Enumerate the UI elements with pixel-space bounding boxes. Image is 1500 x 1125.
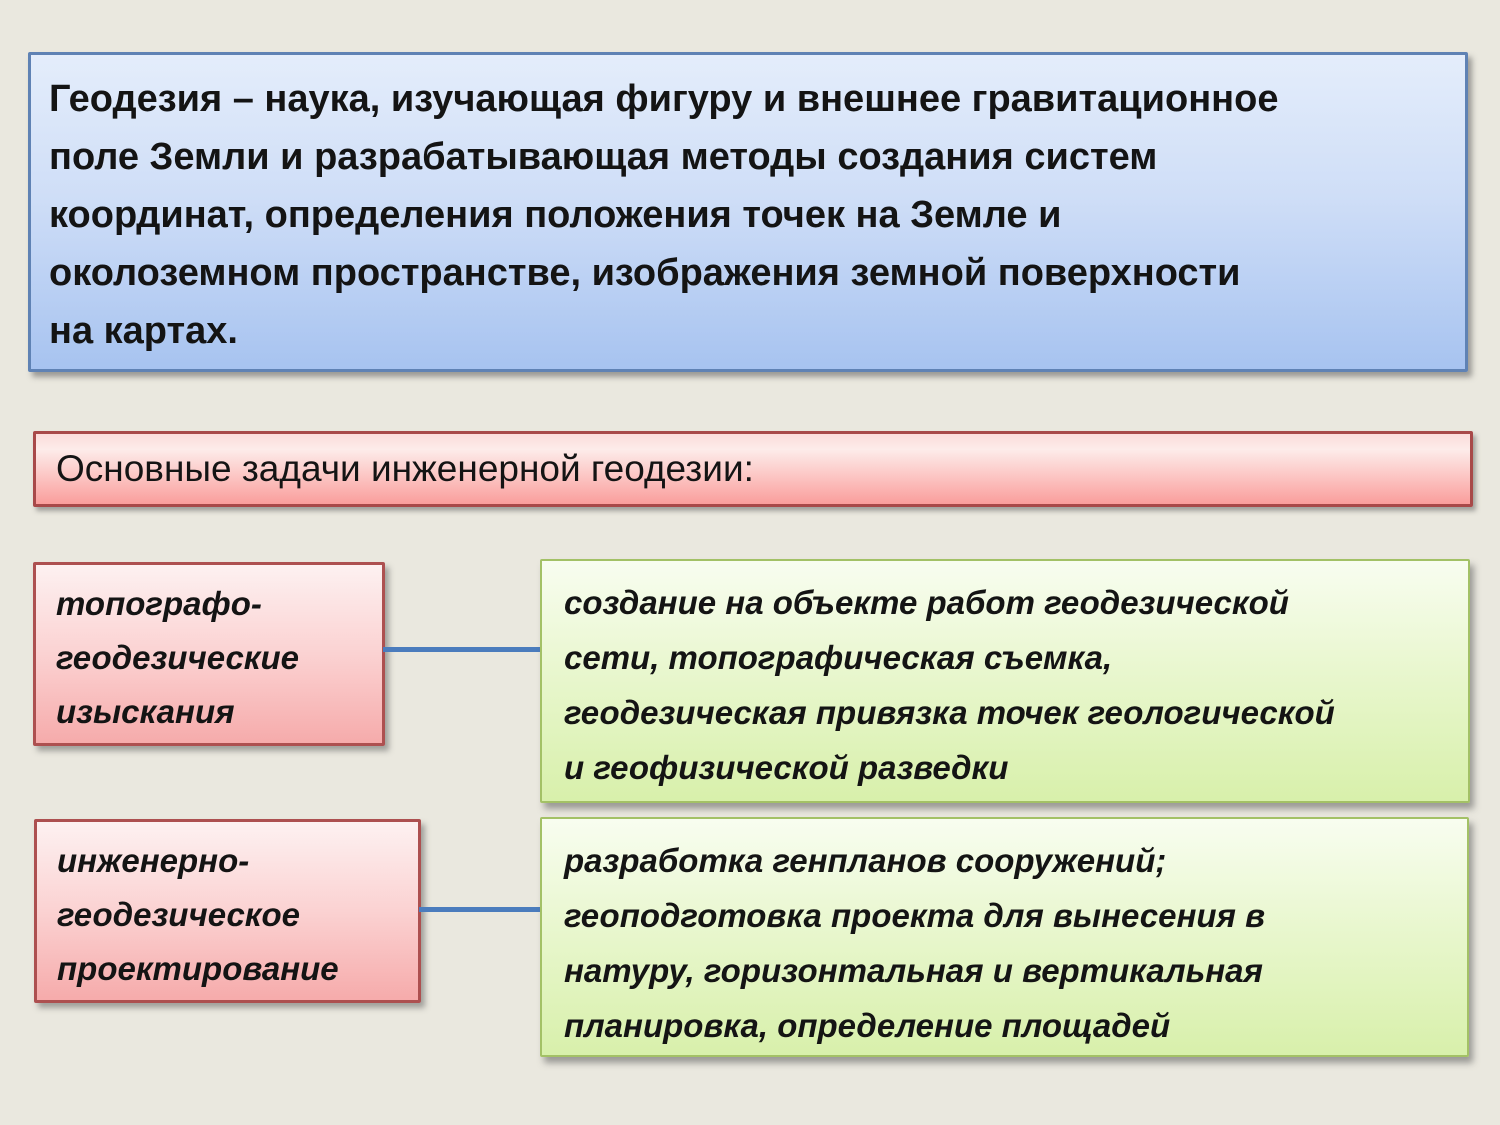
task-label-line: топографо- bbox=[56, 585, 262, 622]
connector-line bbox=[419, 907, 541, 912]
task-description-line: натуру, горизонтальная и вертикальная bbox=[564, 952, 1263, 989]
definition-line: поле Земли и разрабатывающая методы создания систем bbox=[49, 136, 1158, 178]
connector-line bbox=[383, 647, 541, 652]
task-label-line: геодезическое bbox=[57, 896, 301, 933]
definition-line: координат, определения положения точек на Земле и bbox=[49, 194, 1062, 236]
section-header-box bbox=[33, 431, 1473, 507]
definition-line bbox=[49, 70, 1447, 128]
definition-box bbox=[28, 52, 1468, 372]
definition-line: околоземном пространстве, изображения земной поверхности bbox=[49, 252, 1241, 294]
task-description-line: создание на объекте работ геодезической bbox=[564, 584, 1289, 621]
task-label-line: изыскания bbox=[56, 693, 235, 730]
task-description-topo-geodesic-surveys bbox=[540, 559, 1470, 803]
task-label-line: геодезические bbox=[56, 639, 300, 676]
task-label-line: инженерно- bbox=[57, 842, 250, 879]
task-description-engineering-geodesic-design bbox=[540, 817, 1469, 1057]
task-label-engineering-geodesic-design bbox=[34, 819, 421, 1003]
task-description-line: и геофизической разведки bbox=[564, 749, 1009, 786]
section-header-text: Основные задачи инженерной геодезии: bbox=[56, 448, 754, 489]
definition-line: на картах. bbox=[49, 310, 238, 352]
task-label-line: проектирование bbox=[57, 950, 339, 987]
task-description-line: геодезическая привязка точек геологической bbox=[564, 694, 1335, 731]
definition-term: Геодезия bbox=[49, 78, 223, 120]
task-description-line: планировка, определение площадей bbox=[564, 1007, 1171, 1044]
task-label-topo-geodesic-surveys bbox=[33, 562, 385, 746]
definition-line-text: – наука, изучающая фигуру и внешнее гравитационное bbox=[222, 78, 1279, 120]
task-description-line: разработка генпланов сооружений; bbox=[564, 842, 1167, 879]
task-description-line: геоподготовка проекта для вынесения в bbox=[564, 897, 1266, 934]
task-description-line: сети, топографическая съемка, bbox=[564, 639, 1113, 676]
